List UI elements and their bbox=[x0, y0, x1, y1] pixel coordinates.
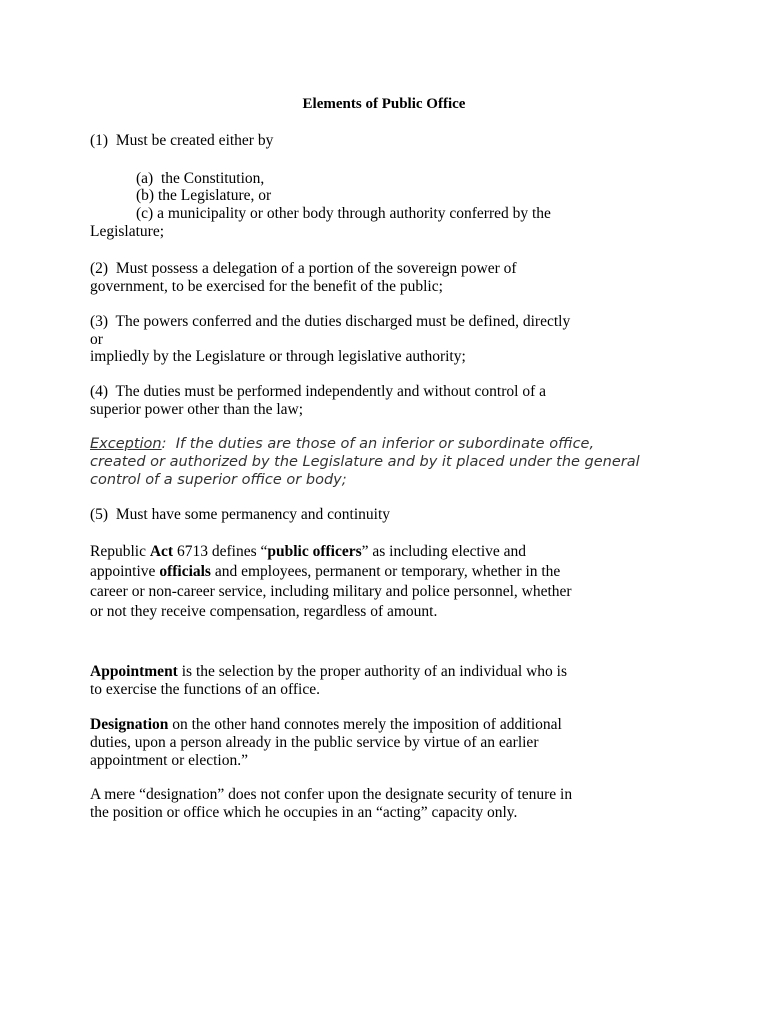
item-1-c-continued: Legislature; bbox=[90, 223, 165, 240]
item-3-line-2: or bbox=[90, 331, 103, 348]
designation-line-1 bbox=[90, 716, 562, 734]
ra6713-line-4: or not they receive compensation, regardless of amount. bbox=[90, 603, 438, 620]
ra6713-text-5: and employees, permanent or temporary, whether in the bbox=[210, 563, 561, 580]
designation-line-3: appointment or election.” bbox=[90, 752, 248, 769]
exception-line-3: control of a superior office or body; bbox=[90, 472, 347, 488]
ra6713-officials-bold: officials bbox=[159, 563, 211, 580]
item-1-lead: (1) Must be created either by bbox=[90, 132, 274, 149]
item-4-line-1: (4) The duties must be performed independently and without control of a bbox=[90, 383, 546, 400]
ra6713-public-officers-bold: public officers bbox=[267, 543, 362, 560]
ra6713-text-4: appointive bbox=[90, 563, 160, 580]
exception-line-1 bbox=[90, 435, 594, 453]
item-1-a: (a) the Constitution, bbox=[136, 170, 265, 187]
ra6713-line-2 bbox=[90, 563, 560, 581]
exception-line-2: created or authorized by the Legislature and by it placed under the general bbox=[90, 454, 640, 470]
mere-designation-line-2: the position or office which he occupies in an “acting” capacity only. bbox=[90, 804, 518, 821]
designation-line-2: duties, upon a person already in the public service by virtue of an earlier bbox=[90, 734, 539, 751]
ra6713-text-1: Republic bbox=[90, 543, 150, 560]
item-3-line-1: (3) The powers conferred and the duties discharged must be defined, directly bbox=[90, 313, 571, 330]
item-5-line-1: (5) Must have some permanency and continuity bbox=[90, 506, 391, 523]
item-1-b: (b) the Legislature, or bbox=[136, 187, 272, 204]
appointment-text-1: is the selection by the proper authority of an individual who is bbox=[177, 663, 568, 680]
mere-designation-line-1: A mere “designation” does not confer upon the designate security of tenure in bbox=[90, 786, 573, 803]
ra6713-text-3: ” as including elective and bbox=[361, 543, 527, 560]
designation-text-1: on the other hand connotes merely the imposition of additional bbox=[168, 716, 562, 733]
item-3-line-3: impliedly by the Legislature or through legislative authority; bbox=[90, 348, 466, 365]
ra6713-line-3: career or non-career service, including military and police personnel, whether bbox=[90, 583, 572, 600]
item-2-line-1: (2) Must possess a delegation of a portion of the sovereign power of bbox=[90, 260, 517, 277]
ra6713-act-bold: Act bbox=[149, 543, 174, 560]
item-4-line-2: superior power other than the law; bbox=[90, 401, 304, 418]
appointment-line-2: to exercise the functions of an office. bbox=[90, 681, 320, 698]
exception-label: Exception bbox=[90, 436, 162, 452]
ra6713-line-1 bbox=[90, 543, 526, 561]
exception-line-1-text: : If the duties are those of an inferior or subordinate office, bbox=[161, 436, 595, 452]
designation-term: Designation bbox=[90, 716, 169, 733]
appointment-line-1 bbox=[90, 663, 567, 681]
item-1-c: (c) a municipality or other body through authority conferred by the bbox=[136, 205, 551, 222]
item-2-line-2: government, to be exercised for the benefit of the public; bbox=[90, 278, 443, 295]
ra6713-text-2: 6713 defines “ bbox=[173, 543, 268, 560]
appointment-term: Appointment bbox=[90, 663, 178, 680]
page-title: Elements of Public Office bbox=[302, 96, 466, 112]
